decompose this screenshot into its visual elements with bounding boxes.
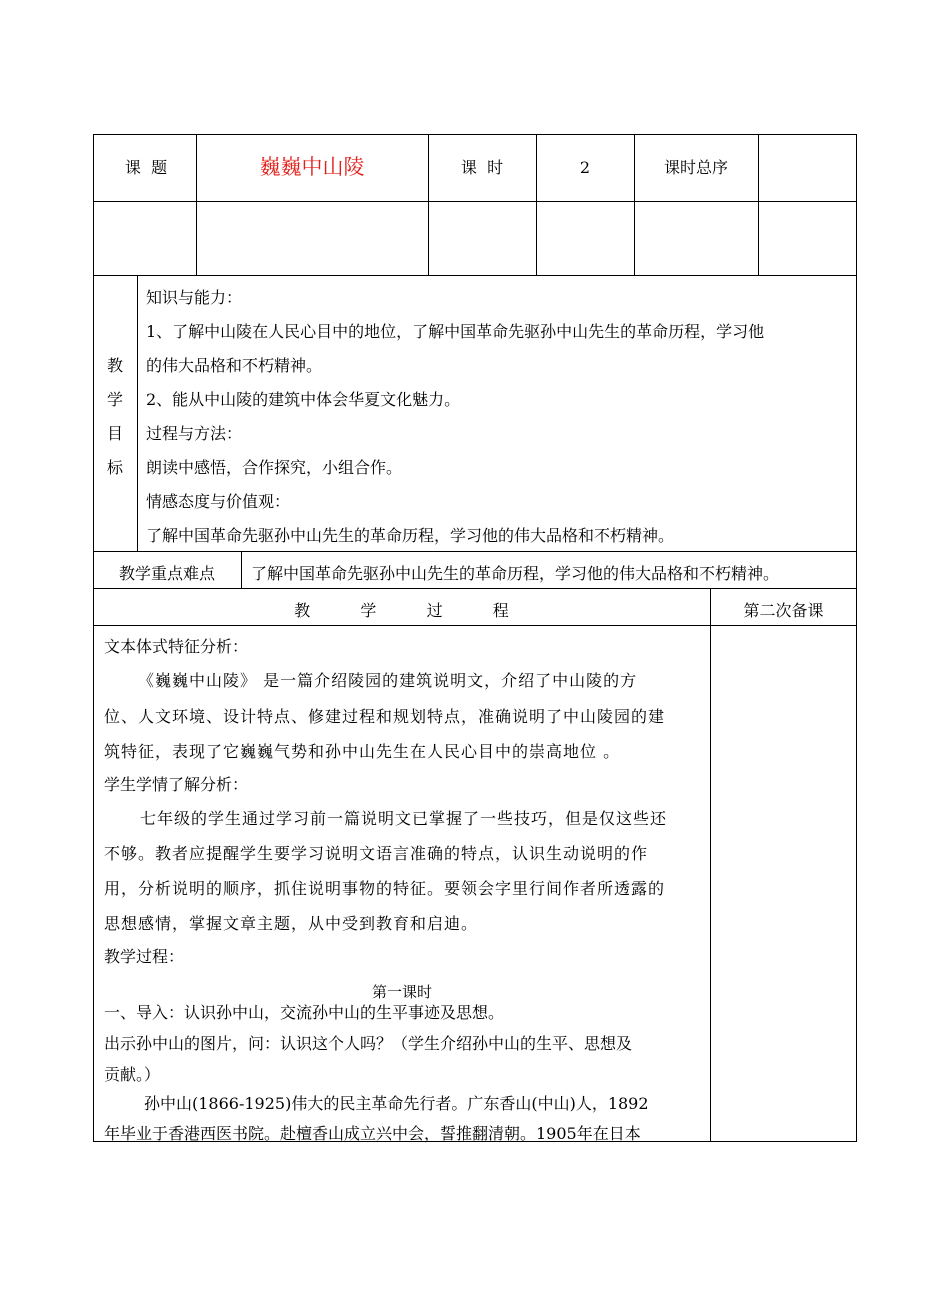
objectives-line: 2、能从中山陵的建筑中体会华夏文化魅力。	[146, 390, 461, 409]
lesson-title: 第一课时	[371, 983, 432, 1001]
objectives-line: 情感态度与价值观：	[146, 492, 291, 511]
total-order-label: 课时总序	[663, 158, 728, 177]
bio-line: 孙中山(1866-1925)伟大的民主革命先行者。广东香山(中山)人，1892	[144, 1094, 649, 1113]
keypoints-value: 了解中国革命先驱孙中山先生的革命历程，学习他的伟大品格和不朽精神。	[251, 564, 780, 583]
objectives-side-char: 标	[106, 458, 123, 477]
objectives-line: 的伟大品格和不朽精神。	[146, 356, 323, 375]
intro-line: 贡献。）	[104, 1065, 161, 1084]
objectives-side-char: 教	[106, 356, 123, 375]
bio-line: 年毕业于香港西医书院。赴檀香山成立兴中会，誓推翻清朝。1905年在日本	[104, 1124, 641, 1143]
intro-line: 出示孙中山的图片，问：认识这个人吗？（学生介绍孙中山的生平、思想及	[104, 1034, 633, 1053]
col-divider-4	[634, 134, 635, 275]
objectives-line: 朗读中感悟，合作探究，小组合作。	[146, 458, 403, 477]
col-divider-5	[758, 134, 759, 275]
row-divider-header	[93, 201, 857, 202]
process-header: 教 学 过 程	[294, 601, 509, 620]
student-heading: 学生学情了解分析：	[104, 775, 249, 794]
objectives-side-char: 学	[106, 390, 123, 409]
text-analysis-line: 《巍巍中山陵》 是一篇介绍陵园的建筑说明文，介绍了中山陵的方	[138, 671, 638, 690]
text-analysis-line: 筑特征，表现了它巍巍气势和孙中山先生在人民心目中的崇高地位 。	[104, 742, 621, 761]
topic-value: 巍巍中山陵	[259, 155, 365, 179]
second-prep-divider	[710, 588, 711, 1142]
procedure-heading: 教学过程：	[104, 947, 185, 966]
row-divider-objectives	[93, 551, 857, 552]
col-divider-2	[428, 134, 429, 275]
row-divider-keypoints	[93, 588, 857, 589]
keypoints-label: 教学重点难点	[118, 564, 215, 583]
topic-label: 课 题	[124, 158, 168, 177]
student-line: 思想感情，掌握文章主题，从中受到教育和启迪。	[104, 914, 479, 933]
row-divider-blank	[93, 275, 857, 276]
text-analysis-line: 位、人文环境、设计特点、修建过程和规划特点，准确说明了中山陵园的建	[104, 707, 666, 726]
objectives-line: 1、了解中山陵在人民心目中的地位，了解中国革命先驱孙中山先生的革命历程，学习他	[146, 322, 765, 341]
period-label: 课 时	[460, 158, 504, 177]
col-divider-3	[536, 134, 537, 275]
period-value: 2	[579, 158, 591, 177]
objectives-line: 知识与能力：	[146, 288, 243, 307]
objectives-line: 过程与方法：	[146, 424, 243, 443]
objectives-line: 了解中国革命先驱孙中山先生的革命历程，学习他的伟大品格和不朽精神。	[146, 526, 675, 545]
row-divider-process-header	[93, 625, 857, 626]
intro-line: 一、导入：认识孙中山，交流孙中山的生平事迹及思想。	[104, 1003, 505, 1022]
second-prep-header: 第二次备课	[743, 601, 824, 620]
objectives-side-char: 目	[106, 424, 123, 443]
student-line: 不够。教者应提醒学生要学习说明文语言准确的特点，认识生动说明的作	[104, 844, 649, 863]
text-analysis-heading: 文本体式特征分析：	[104, 637, 249, 656]
student-line: 七年级的学生通过学习前一篇说明文已掌握了一些技巧，但是仅这些还	[140, 809, 668, 828]
objectives-label-divider	[137, 275, 138, 551]
student-line: 用，分析说明的顺序，抓住说明事物的特征。要领会字里行间作者所透露的	[104, 879, 666, 898]
keypoints-label-divider	[241, 551, 242, 588]
